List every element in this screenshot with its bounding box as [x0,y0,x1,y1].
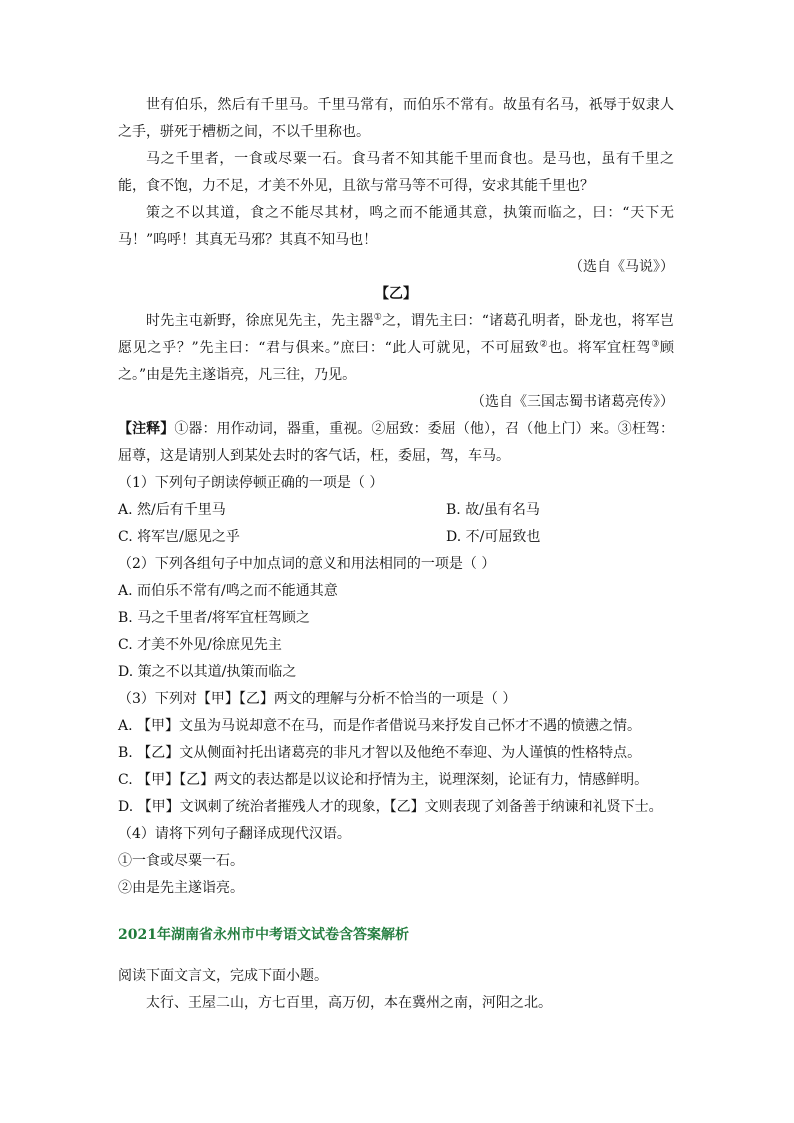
question-2-option-b: B. 马之千里者/将军宜枉驾顾之 [118,610,310,626]
passage-a-para-2: 马之千里者，一食或尽粟一石。食马者不知其能千里而食也。是马也，虽有千里之能，食不饱，力不足，才美不外见，且欲与常马等不可得，安求其能千里也？ [118,151,674,194]
question-3-option-c: C. 【甲】【乙】两文的表达都是以议论和抒情为主，说理深刻，论证有力，情感鲜明。 [118,772,649,788]
question-3-option-d: D. 【甲】文讽刺了统治者摧残人才的现象，【乙】文则表现了刘备善于纳谏和礼贤下士。 [118,799,663,815]
note-marker-2: ② [539,339,549,350]
passage-b-source: （选自《三国志蜀书诸葛亮传》） [471,394,674,410]
passage-b-text-4: 顾之。”由是先主遂诣亮，凡三往，乃见。 [118,340,674,383]
passage-a-source: （选自《马说》） [569,259,674,275]
question-3-option-a: A. 【甲】文虽为马说却意不在马，而是作者借说马来抒发自己怀才不遇的愤懑之情。 [118,718,642,734]
passage-a-para-1: 世有伯乐，然后有千里马。千里马常有，而伯乐不常有。故虽有名马，祇辱于奴隶人之手，骈死于槽枥之间，不以千里称也。 [118,97,674,140]
notes-text: ①器：用作动词，器重，重视。②屈致：委屈（他），召（他上门）来。③枉驾：屈尊，这是请别人到某处去时的客气话，枉，委屈，驾，车马。 [118,421,675,464]
question-3-stem: （3）下列对【甲】【乙】两文的理解与分析不恰当的一项是（ ） [118,691,517,707]
passage-b-title: 【乙】 [375,286,417,302]
question-4-stem: （4）请将下列句子翻译成现代汉语。 [118,826,351,842]
section-2-para-1: 太行、王屋二山，方七百里，高万仞，本在冀州之南，河阳之北。 [146,995,552,1011]
question-1-option-c: C. 将军岂/愿见之乎 [118,529,240,545]
section-2-intro: 阅读下面文言文，完成下面小题。 [118,968,328,984]
question-2-option-a: A. 而伯乐不常有/鸣之而不能通其意 [118,583,338,599]
question-1-options-row-2 [118,524,674,551]
passage-b-text-2: 之，谓先主曰：“诸葛孔明者，卧龙也，将军岂愿见之乎？”先主曰：“君与俱来。”庶曰：“此人可就见，不可屈致 [118,313,675,356]
question-2-stem: （2）下列各组句子中加点词的意义和用法相同的一项是（ ） [118,556,496,572]
notes-label: 【注释】 [118,421,175,437]
question-4-sentence-1: ①一食或尽粟一石。 [118,853,244,869]
passage-b-para [118,308,674,389]
note-marker-3: ③ [651,339,660,350]
question-4-sentence-2: ②由是先主遂诣亮。 [118,880,244,896]
question-1-option-d: D. 不/可屈致也 [446,529,541,545]
note-marker-1: ① [373,312,383,323]
passage-a-para-3: 策之不以其道，食之不能尽其材，鸣之而不能通其意，执策而临之，曰：“天下无马！”呜呼！其真无马邪？其真不知马也！ [118,205,674,248]
question-1-stem: （1）下列句子朗读停顿正确的一项是（ ） [118,475,384,491]
document-content [118,92,674,1017]
question-1-options-row-1 [118,497,674,524]
question-1-option-b: B. 故/虽有名马 [446,502,540,518]
passage-b-text-1: 时先主屯新野，徐庶见先主，先主器 [146,313,374,329]
section-2-title: 2021年湖南省永州市中考语文试卷含答案解析 [118,927,409,943]
passage-b-text-3: 也。将军宜枉驾 [548,340,652,356]
question-3-option-b: B. 【乙】文从侧面衬托出诸葛亮的非凡才智以及他绝不奉迎、为人谨慎的性格特点。 [118,745,642,761]
question-2-option-d: D. 策之不以其道/执策而临之 [118,664,297,680]
question-1-option-a: A. 然/后有千里马 [118,502,226,518]
notes [118,416,674,470]
question-2-option-c: C. 才美不外见/徐庶见先主 [118,637,282,653]
